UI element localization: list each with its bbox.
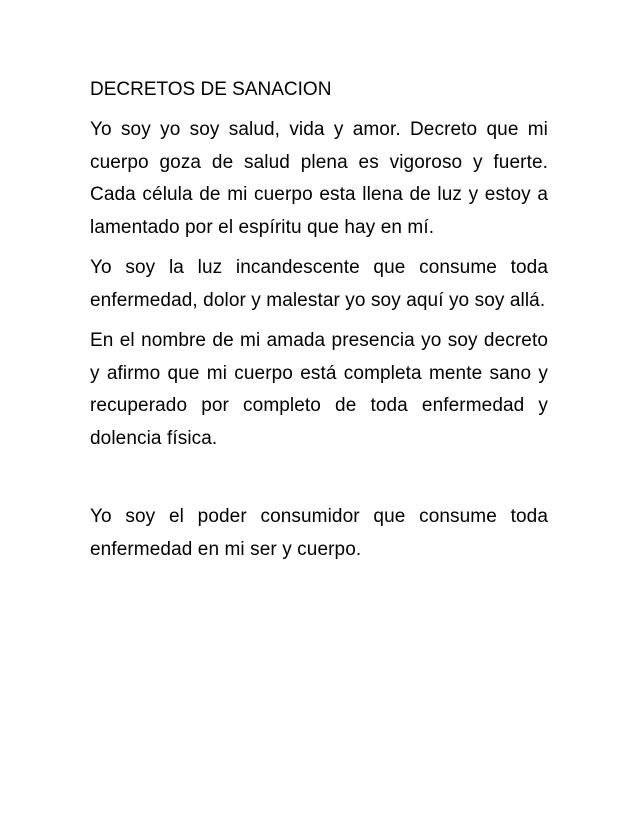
paragraph-3: En el nombre de mi amada presencia yo soy decreto y afirmo que mi cuerpo está completa mente sano y recuperado por completo de toda enfermedad y dolencia física. <box>90 330 548 449</box>
document-title: DECRETOS DE SANACION <box>90 79 332 100</box>
blank-line <box>90 463 548 501</box>
paragraph-1: Yo soy yo soy salud, vida y amor. Decreto que mi cuerpo goza de salud plena es vigoroso y fuerte. Cada célula de mi cuerpo esta llena de luz y estoy a lamentado por el espíritu que hay en mí. <box>90 119 548 238</box>
paragraph-4: Yo soy el poder consumidor que consume toda enfermedad en mi ser y cuerpo. <box>90 506 548 560</box>
document-body <box>90 74 548 574</box>
paragraph-2: Yo soy la luz incandescente que consume toda enfermedad, dolor y malestar yo soy aquí yo soy allá. <box>90 257 548 311</box>
